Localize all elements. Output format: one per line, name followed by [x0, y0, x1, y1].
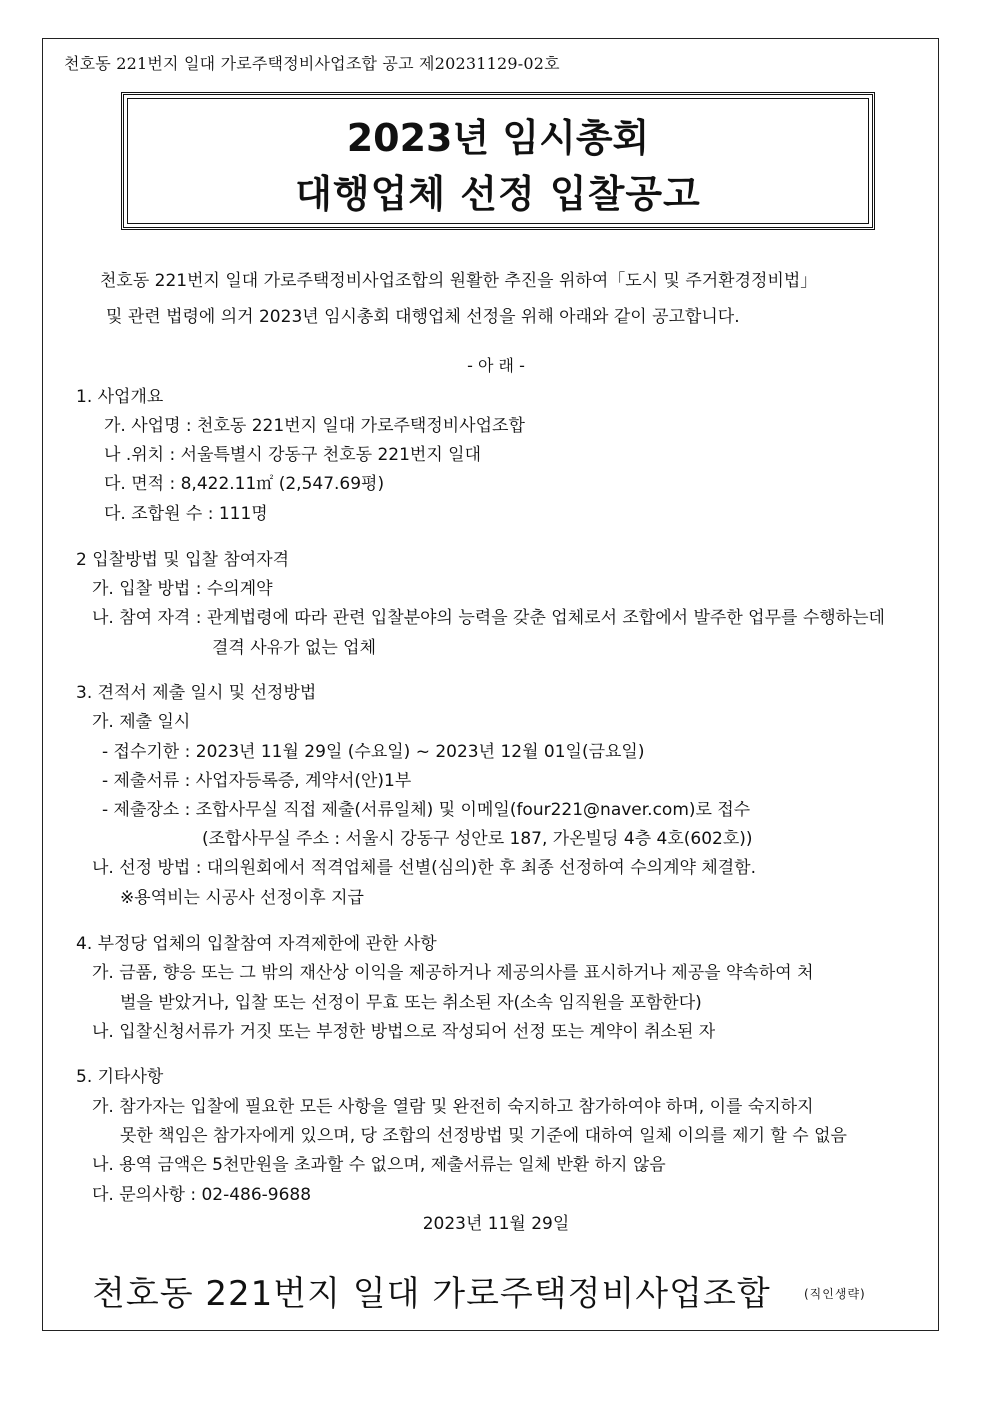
section-1-item: 나 .위치 : 서울특별시 강동구 천호동 221번지 일대 — [104, 445, 482, 465]
intro-line-1: 천호동 221번지 일대 가로주택정비사업조합의 원활한 추진을 위하여「도시 및 주거환경정비법」 — [100, 271, 818, 291]
title-line-2: 대행업체 선정 입찰공고 — [295, 172, 701, 216]
section-3-item: - 제출장소 : 조합사무실 직접 제출(서류일체) 및 이메일(four221@naver.com)로 접수 — [102, 800, 751, 820]
section-3-item: ※용역비는 시공사 선정이후 지급 — [120, 888, 364, 908]
section-1-item: 가. 사업명 : 천호동 221번지 일대 가로주택정비사업조합 — [104, 416, 525, 436]
section-2-heading: 2 입찰방법 및 입찰 참여자격 — [76, 550, 290, 570]
seal-omitted-note: (직인생략) — [804, 1287, 866, 1301]
section-4-item: 벌을 받았거나, 입찰 또는 선정이 무효 또는 취소된 자(소속 임직원을 포함한다) — [120, 993, 702, 1013]
section-5-item: 못한 책임은 참가자에게 있으며, 당 조합의 선정방법 및 기준에 대하여 일체 이의를 제기 할 수 없음 — [120, 1126, 847, 1146]
notice-date: 2023년 11월 29일 — [422, 1214, 570, 1234]
section-3-heading: 3. 견적서 제출 일시 및 선정방법 — [76, 683, 317, 703]
section-2-item: 나. 참여 자격 : 관계법령에 따라 관련 입찰분야의 능력을 갖춘 업체로서 조합에서 발주한 업무를 수행하는데 — [92, 608, 885, 628]
section-1-heading: 1. 사업개요 — [76, 387, 164, 407]
section-5-item: 가. 참가자는 입찰에 필요한 모든 사항을 열람 및 완전히 숙지하고 참가하여야 하며, 이를 숙지하지 — [92, 1097, 814, 1117]
section-2-item: 결격 사유가 없는 업체 — [212, 638, 377, 658]
section-3-item: - 접수기한 : 2023년 11월 29일 (수요일) ~ 2023년 12월 01일(금요일) — [102, 742, 645, 762]
section-5-item: 나. 용역 금액은 5천만원을 초과할 수 없으며, 제출서류는 일체 반환 하지 않음 — [92, 1155, 666, 1175]
section-5-heading: 5. 기타사항 — [76, 1067, 164, 1087]
section-1-item: 다. 조합원 수 : 111명 — [104, 504, 268, 524]
title-line-1: 2023년 임시총회 — [346, 116, 650, 160]
notice-number: 천호동 221번지 일대 가로주택정비사업조합 공고 제20231129-02호 — [64, 54, 560, 73]
title-box — [121, 92, 875, 230]
section-3-item: 나. 선정 방법 : 대의원회에서 적격업체를 선별(심의)한 후 최종 선정하여 수의계약 체결함. — [92, 858, 757, 878]
section-4-heading: 4. 부정당 업체의 입찰참여 자격제한에 관한 사항 — [76, 934, 437, 954]
section-4-item: 가. 금품, 향응 또는 그 밖의 재산상 이익을 제공하거나 제공의사를 표시하거나 제공을 약속하여 처 — [92, 963, 814, 983]
section-3-item: 가. 제출 일시 — [92, 712, 191, 732]
contact-info: 다. 문의사항 : 02-486-9688 — [92, 1185, 312, 1205]
section-3-item: - 제출서류 : 사업자등록증, 계약서(안)1부 — [102, 771, 412, 791]
issuer-name: 천호동 221번지 일대 가로주택정비사업조합 — [92, 1274, 771, 1314]
section-4-item: 나. 입찰신청서류가 거짓 또는 부정한 방법으로 작성되어 선정 또는 계약이 취소된 자 — [92, 1022, 716, 1042]
below-marker: - 아 래 - — [467, 356, 525, 375]
section-2-item: 가. 입찰 방법 : 수의계약 — [92, 579, 273, 599]
section-3-item: (조합사무실 주소 : 서울시 강동구 성안로 187, 가온빌딩 4층 4호(602호)) — [202, 829, 753, 849]
intro-line-2: 및 관련 법령에 의거 2023년 임시총회 대행업체 선정을 위해 아래와 같이 공고합니다. — [106, 307, 740, 327]
section-1-item: 다. 면적 : 8,422.11㎡ (2,547.69평) — [104, 474, 385, 494]
